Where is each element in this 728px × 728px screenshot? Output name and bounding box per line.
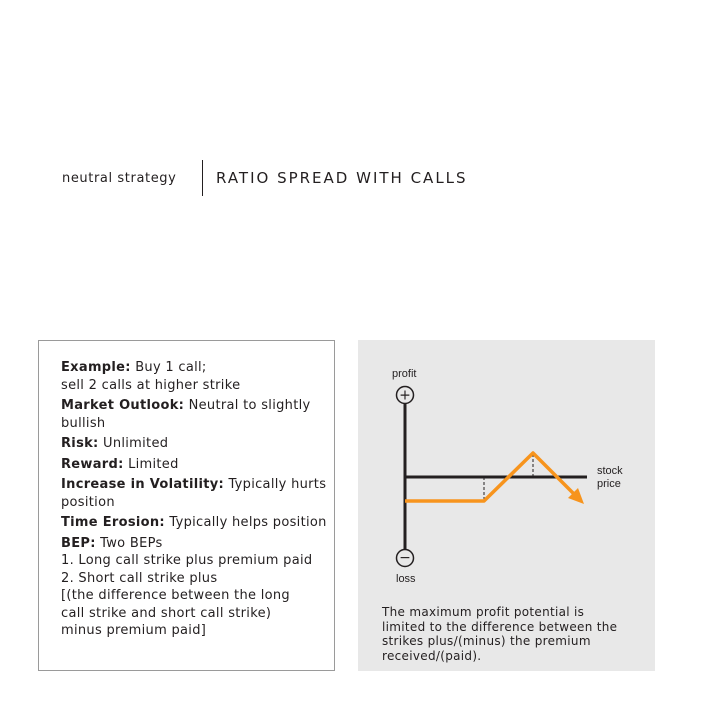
strategy-category: neutral strategy xyxy=(62,170,177,186)
example-value: Buy 1 call; xyxy=(135,360,207,375)
diagram-caption xyxy=(382,605,646,663)
reward-value: Limited xyxy=(128,456,179,472)
payoff-diagram-panel xyxy=(358,340,655,671)
header-divider xyxy=(202,160,203,196)
bep-line-3: [(the difference between the long xyxy=(61,588,290,603)
bep-line-2: 2. Short call strike plus xyxy=(61,570,218,586)
loss-label: loss xyxy=(396,573,416,585)
outlook-row xyxy=(61,397,333,432)
example-row xyxy=(61,359,333,394)
strategy-header xyxy=(62,160,468,196)
outlook-value: Neutral to slightly xyxy=(188,398,311,413)
reward-label: Reward: xyxy=(61,456,124,472)
plus-icon: + xyxy=(399,387,411,404)
example-value-2: sell 2 calls at higher strike xyxy=(61,377,241,393)
risk-label: Risk: xyxy=(61,436,99,451)
risk-row xyxy=(61,435,333,453)
caption-line-2: limited to the difference between the xyxy=(382,619,618,634)
outlook-label: Market Outlook: xyxy=(61,398,185,413)
bep-line-1: 1. Long call strike plus premium paid xyxy=(61,553,313,568)
bep-row xyxy=(61,535,333,640)
erosion-label: Time Erosion: xyxy=(61,515,165,530)
strategy-title: RATIO SPREAD WITH CALLS xyxy=(216,169,468,187)
bep-value: Two BEPs xyxy=(100,535,163,551)
bep-line-5: minus premium paid] xyxy=(61,623,207,638)
caption-line-3: strikes plus/(minus) the premium xyxy=(382,634,591,648)
price-label: price xyxy=(597,478,621,490)
minus-icon: − xyxy=(399,550,411,566)
caption-line-1: The maximum profit potential is xyxy=(382,605,585,619)
volatility-value: Typically hurts xyxy=(228,477,327,492)
caption-line-4: received/(paid). xyxy=(382,648,482,663)
volatility-row xyxy=(61,476,333,511)
bep-label: BEP: xyxy=(61,535,96,551)
bep-line-4: call strike and short call strike) xyxy=(61,605,272,621)
stock-label: stock xyxy=(597,465,623,477)
risk-value: Unlimited xyxy=(103,436,169,451)
erosion-row xyxy=(61,514,333,532)
profit-label: profit xyxy=(392,368,417,380)
volatility-label: Increase in Volatility: xyxy=(61,477,224,492)
reward-row xyxy=(61,456,333,474)
erosion-value: Typically helps position xyxy=(169,515,327,530)
volatility-value-2: position xyxy=(61,494,115,510)
strategy-info-box xyxy=(38,340,335,671)
outlook-value-2: bullish xyxy=(61,415,106,431)
example-label: Example: xyxy=(61,360,131,375)
strategy-info-text xyxy=(61,359,333,643)
